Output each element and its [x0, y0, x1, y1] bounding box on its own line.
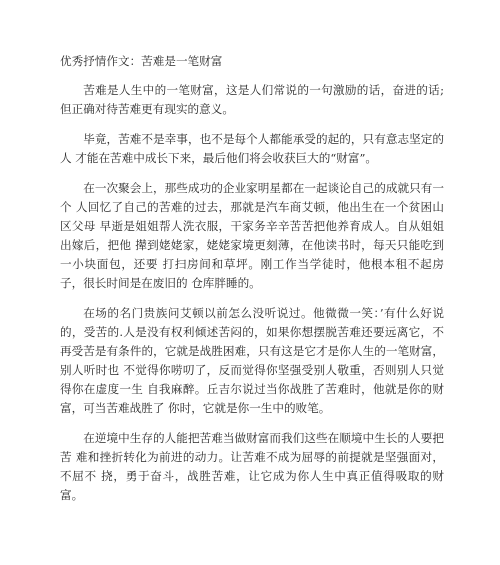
document-body [60, 52, 444, 516]
paragraph-1: 苦难是人生中的一笔财富，这是人们常说的一句激励的话，奋进的话;但正确对待苦难更有现实的意义。 [60, 83, 444, 116]
paragraph-5: 在逆境中生存的人能把苦难当做财富而我们这些在顺境中生长的人要把苦 难和挫折转化为前进的动力。让苦难不成为屈辱的前提就是坚强面对，不屈不 挠，勇于奋斗，战胜苦难，让它成为你人生中真正值得吸取的财富。 [60, 431, 444, 502]
paragraph-3: 在一次聚会上，那些成功的企业家明星都在一起谈论自己的成就只有一个 人回忆了自己的苦难的过去，那就是汽车商艾顿，他出生在一个贫困山区父母 早逝是姐姐帮人洗衣服，干家务辛辛苦苦把他养育成人。自从姐姐出嫁后，把他 撵到姥姥家，姥姥家境更刻薄，在他读书时，每天只能吃到一小块面包，还要 打扫房间和草坪。刚工作当学徒时，他根本租不起房子，很长时间是在废旧的 仓库胖睡的。 [60, 181, 444, 290]
paragraph-4: 在场的名门贵族问艾顿以前怎么没听说过。他微微一笑：’有什么好说的，受苦的.人是没有权利倾述苦闷的，如果你想摆脱苦难还要远离它，不再受苦是有条件的，它就是战胜困难，只有这是它才是你人生的一笔财富，别人听时也 不觉得你唠叨了，反而觉得你坚强受别人敬重，否则别人只觉得你在虚度一生 自我麻醉。丘吉尔说过当你战胜了苦难时，他就是你的财富，可当苦难战胜了 你时，它就是你一生中的败笔。 [60, 306, 444, 415]
document-title: 优秀抒情作文：苦难是一笔财富 [60, 54, 223, 68]
paragraph-2: 毕竟，苦难不是幸事，也不是每个人都能承受的起的，只有意志坚定的人 才能在苦难中成长下来，最后他们将会收获巨大的“财富”。 [60, 132, 444, 165]
